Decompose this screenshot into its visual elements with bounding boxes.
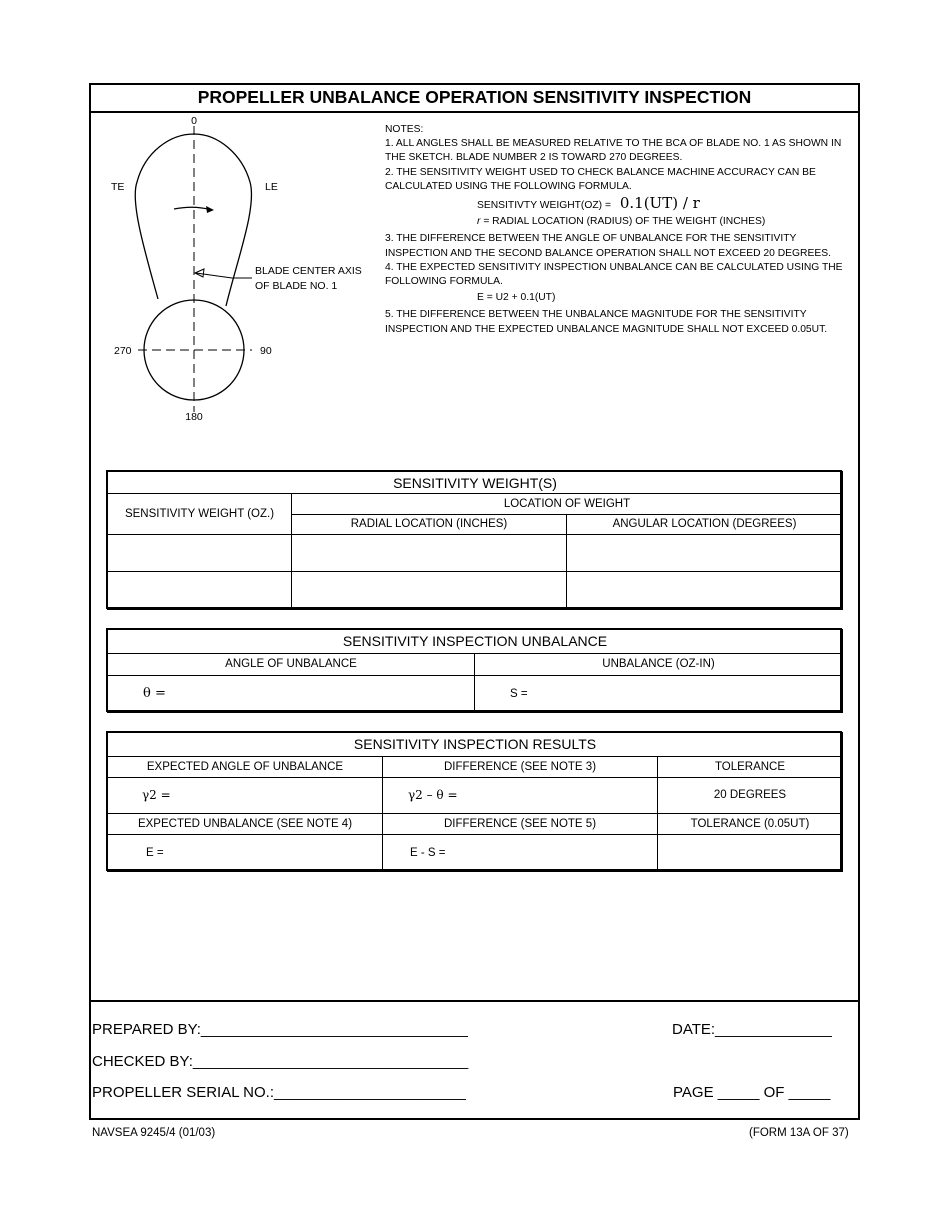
col-sensitivity-weight: SENSITIVITY WEIGHT (OZ.)	[108, 494, 292, 535]
e-field[interactable]: E =	[108, 835, 383, 872]
propeller-serial-field[interactable]: PROPELLER SERIAL NO.:_______________________	[92, 1084, 466, 1101]
theta-field[interactable]: θ =	[108, 675, 475, 712]
col-tolerance: TOLERANCE	[658, 756, 843, 777]
gamma-field[interactable]: γ2 =	[108, 777, 383, 813]
blade-outline	[135, 134, 251, 306]
angular-cell[interactable]	[567, 534, 843, 572]
angle-180-label: 180	[185, 411, 203, 423]
col-expected-unbalance: EXPECTED UNBALANCE (SEE NOTE 4)	[108, 813, 383, 834]
formula-expression: 0.1(UT) / r	[619, 194, 700, 213]
inspection-results-table	[106, 731, 842, 871]
unbalance-table-title: SENSITIVITY INSPECTION UNBALANCE	[108, 630, 843, 654]
axis-leader-arrow	[196, 273, 252, 278]
col-tolerance-005ut: TOLERANCE (0.05UT)	[658, 813, 843, 834]
r-definition	[385, 215, 850, 229]
col-unbalance-oz-in: UNBALANCE (OZ-IN)	[475, 653, 843, 675]
col-difference-note3: DIFFERENCE (SEE NOTE 3)	[383, 756, 658, 777]
sensitivity-formula-row	[385, 196, 850, 213]
tolerance-value: 20 DEGREES	[658, 777, 843, 813]
col-difference-note5: DIFFERENCE (SEE NOTE 5)	[383, 813, 658, 834]
weight-cell[interactable]	[108, 572, 292, 610]
s-field[interactable]: S =	[475, 675, 843, 712]
divider	[89, 1000, 860, 1002]
blade-sketch	[100, 112, 380, 432]
radial-cell[interactable]	[292, 572, 567, 610]
note-4: 4. THE EXPECTED SENSITIVITY INSPECTION UNBALANCE CAN BE CALCULATED USING THE FOLLOWING FORMULA.	[385, 261, 843, 288]
col-radial-location: RADIAL LOCATION (INCHES)	[292, 514, 567, 534]
results-table-title: SENSITIVITY INSPECTION RESULTS	[108, 733, 843, 757]
formula-label: SENSITIVTY WEIGHT(OZ) =	[477, 200, 611, 212]
note-5: 5. THE DIFFERENCE BETWEEN THE UNBALANCE MAGNITUDE FOR THE SENSITIVITY INSPECTION AND THE EXPECTED UNBALANCE MAGNITUDE SHALL NOT EXCEED 0.05UT.	[385, 309, 828, 335]
angle-0-label: 0	[191, 115, 197, 127]
col-expected-angle: EXPECTED ANGLE OF UNBALANCE	[108, 756, 383, 777]
prepared-by-field[interactable]: PREPARED BY:________________________________	[92, 1021, 468, 1038]
notes-heading: NOTES:	[385, 124, 424, 135]
weight-cell[interactable]	[108, 534, 292, 572]
te-label: TE	[111, 181, 125, 193]
col-location-of-weight: LOCATION OF WEIGHT	[292, 494, 843, 514]
col-angle-of-unbalance: ANGLE OF UNBALANCE	[108, 653, 475, 675]
angle-90-label: 90	[260, 345, 272, 357]
tolerance2-value-cell[interactable]	[658, 835, 843, 872]
page-title: PROPELLER UNBALANCE OPERATION SENSITIVITY INSPECTION	[89, 83, 860, 113]
r-symbol: r	[477, 216, 481, 228]
radial-cell[interactable]	[292, 534, 567, 572]
inspection-unbalance-table	[106, 628, 842, 712]
note-3: 3. THE DIFFERENCE BETWEEN THE ANGLE OF UNBALANCE FOR THE SENSITIVITY INSPECTION AND THE SECOND BALANCE OPERATION SHALL NOT EXCEED 20 DEGREES.	[385, 233, 831, 259]
axis-label-line1: BLADE CENTER AXIS	[255, 265, 362, 277]
col-angular-location: ANGULAR LOCATION (DEGREES)	[567, 514, 843, 534]
expected-formula: E = U2 + 0.1(UT)	[477, 292, 556, 304]
date-field[interactable]: DATE:______________	[672, 1021, 832, 1038]
form-number: NAVSEA 9245/4 (01/03)	[92, 1127, 216, 1139]
checked-by-field[interactable]: CHECKED BY:_________________________________	[92, 1053, 469, 1070]
axis-label-line2: OF BLADE NO. 1	[255, 280, 338, 292]
angle-270-label: 270	[114, 345, 132, 357]
angular-cell[interactable]	[567, 572, 843, 610]
e-minus-s-field[interactable]: E - S =	[383, 835, 658, 872]
le-label: LE	[265, 181, 278, 193]
note-1: 1. ALL ANGLES SHALL BE MEASURED RELATIVE TO THE BCA OF BLADE NO. 1 AS SHOWN IN THE SKETCH. BLADE NUMBER 2 IS TOWARD 270 DEGREES.	[385, 138, 842, 164]
notes-block	[385, 123, 850, 337]
sensitivity-weights-table	[106, 470, 842, 609]
r-definition-text: = RADIAL LOCATION (RADIUS) OF THE WEIGHT (INCHES)	[483, 216, 766, 228]
form-reference: (FORM 13A OF 37)	[749, 1127, 849, 1139]
weights-table-title: SENSITIVITY WEIGHT(S)	[108, 472, 843, 494]
gamma-theta-field[interactable]: γ2 – θ =	[383, 777, 658, 813]
page-of-field[interactable]: PAGE _____ OF _____	[673, 1084, 831, 1101]
note-2: 2. THE SENSITIVITY WEIGHT USED TO CHECK BALANCE MACHINE ACCURACY CAN BE CALCULATED USING THE FOLLOWING FORMULA.	[385, 166, 816, 192]
